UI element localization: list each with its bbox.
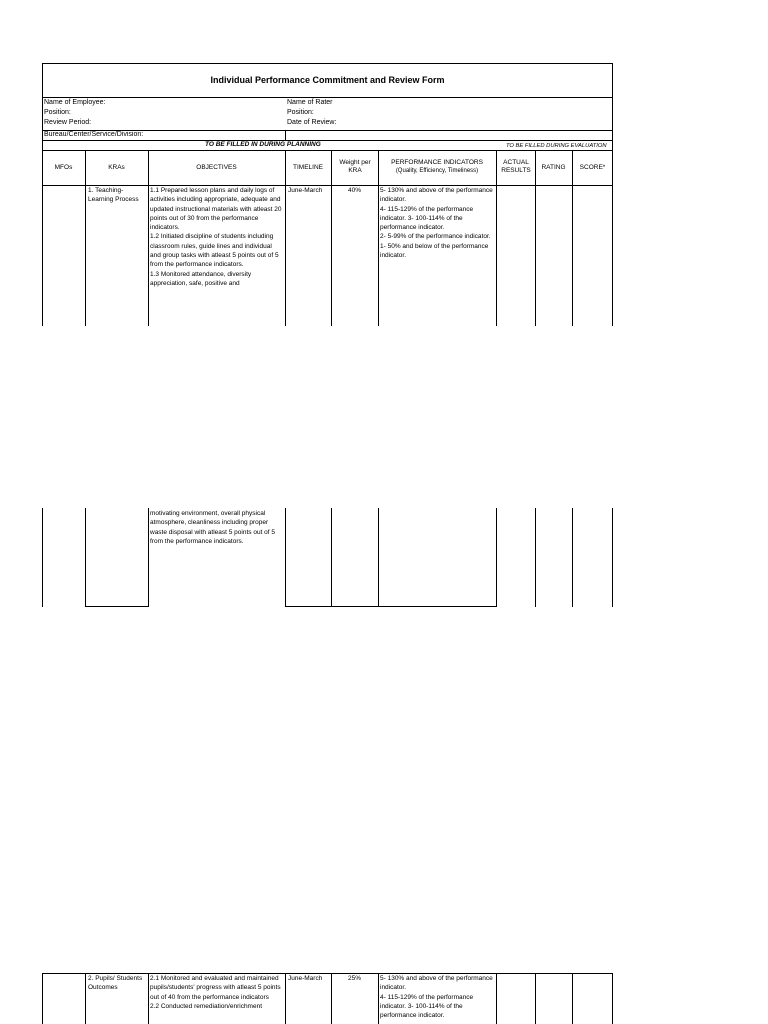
row2-kra: 2. Pupils/ Students Outcomes	[88, 975, 143, 992]
column-header-indicators-sub: (Quality, Efficiency, Timeliness)	[395, 168, 479, 174]
row2-weight: 25%	[347, 975, 361, 982]
column-header-mfos: MFOs	[54, 164, 73, 171]
column-header-objectives: OBJECTIVES	[196, 164, 237, 171]
position-label-left: Position:	[44, 109, 71, 116]
review-period-label: Review Period:	[44, 119, 92, 126]
row1-kra: 1. Teaching-Learning Process	[88, 187, 139, 204]
form-title: Individual Performance Commitment and Review Form	[210, 75, 445, 85]
position-label-right: Position:	[287, 109, 314, 116]
row2-timeline: June-March	[288, 975, 323, 982]
column-header-timeline: TIMELINE	[293, 164, 323, 171]
bureau-label: Bureau/Center/Service/Division:	[44, 131, 144, 138]
column-header-indicators: PERFORMANCE INDICATORS	[391, 159, 483, 166]
planning-banner: TO BE FILLED IN DURING PLANNING	[205, 141, 321, 148]
column-header-score: SCORE*	[579, 164, 606, 171]
name-of-employee-label: Name of Employee:	[44, 99, 106, 106]
column-header-weight: Weight per KRA	[339, 159, 371, 174]
row1-indicators: 5- 130% and above of the performance indicator. 4- 115-129% of the performance indicator. 3- 100-114% of the performance indicator. 2- 5-99% of the performance indicator. 1- 50% and below of the performance indicator.	[380, 187, 493, 260]
evaluation-banner: TO BE FILLED DURING EVALUATION	[506, 143, 607, 149]
column-header-actual: ACTUAL RESULTS	[501, 159, 531, 174]
row2-objectives: 2.1 Monitored and evaluated and maintained pupils/students' progress with atleast 5 points out of 40 from the performance indicators 2.2 Conducted remediation/enrichment	[150, 975, 281, 1010]
row1-objectives-continued: motivating environment, overall physical atmosphere, cleanliness including proper waste disposal with atleast 5 points out of 5 from the performance indicators.	[150, 510, 276, 545]
row1-timeline: June-March	[288, 187, 323, 194]
column-header-kras: KRAs	[108, 164, 125, 171]
row1-objectives: 1.1 Prepared lesson plans and daily logs of activities including appropriate, adequate and updated instructional materials with atleast 20 points out of 30 from the performance indicators. 1.2 Initiated discipline of students including classroom rules, guide lines and individual and group tasks with atleast 5 points out of 5 from the performance indicators. 1.3 Monitored attendance, diversity appreciation, safe, positive and	[150, 187, 282, 287]
row2-indicators: 5- 130% and above of the performance indicator. 4- 115-129% of the performance indicator. 3- 100-114% of the performance indicator.	[380, 975, 493, 1020]
name-of-rater-label: Name of Rater	[287, 99, 333, 106]
row1-weight: 40%	[347, 187, 361, 194]
column-header-rating: RATING	[541, 164, 566, 171]
date-of-review-label: Date of Review:	[287, 119, 337, 126]
